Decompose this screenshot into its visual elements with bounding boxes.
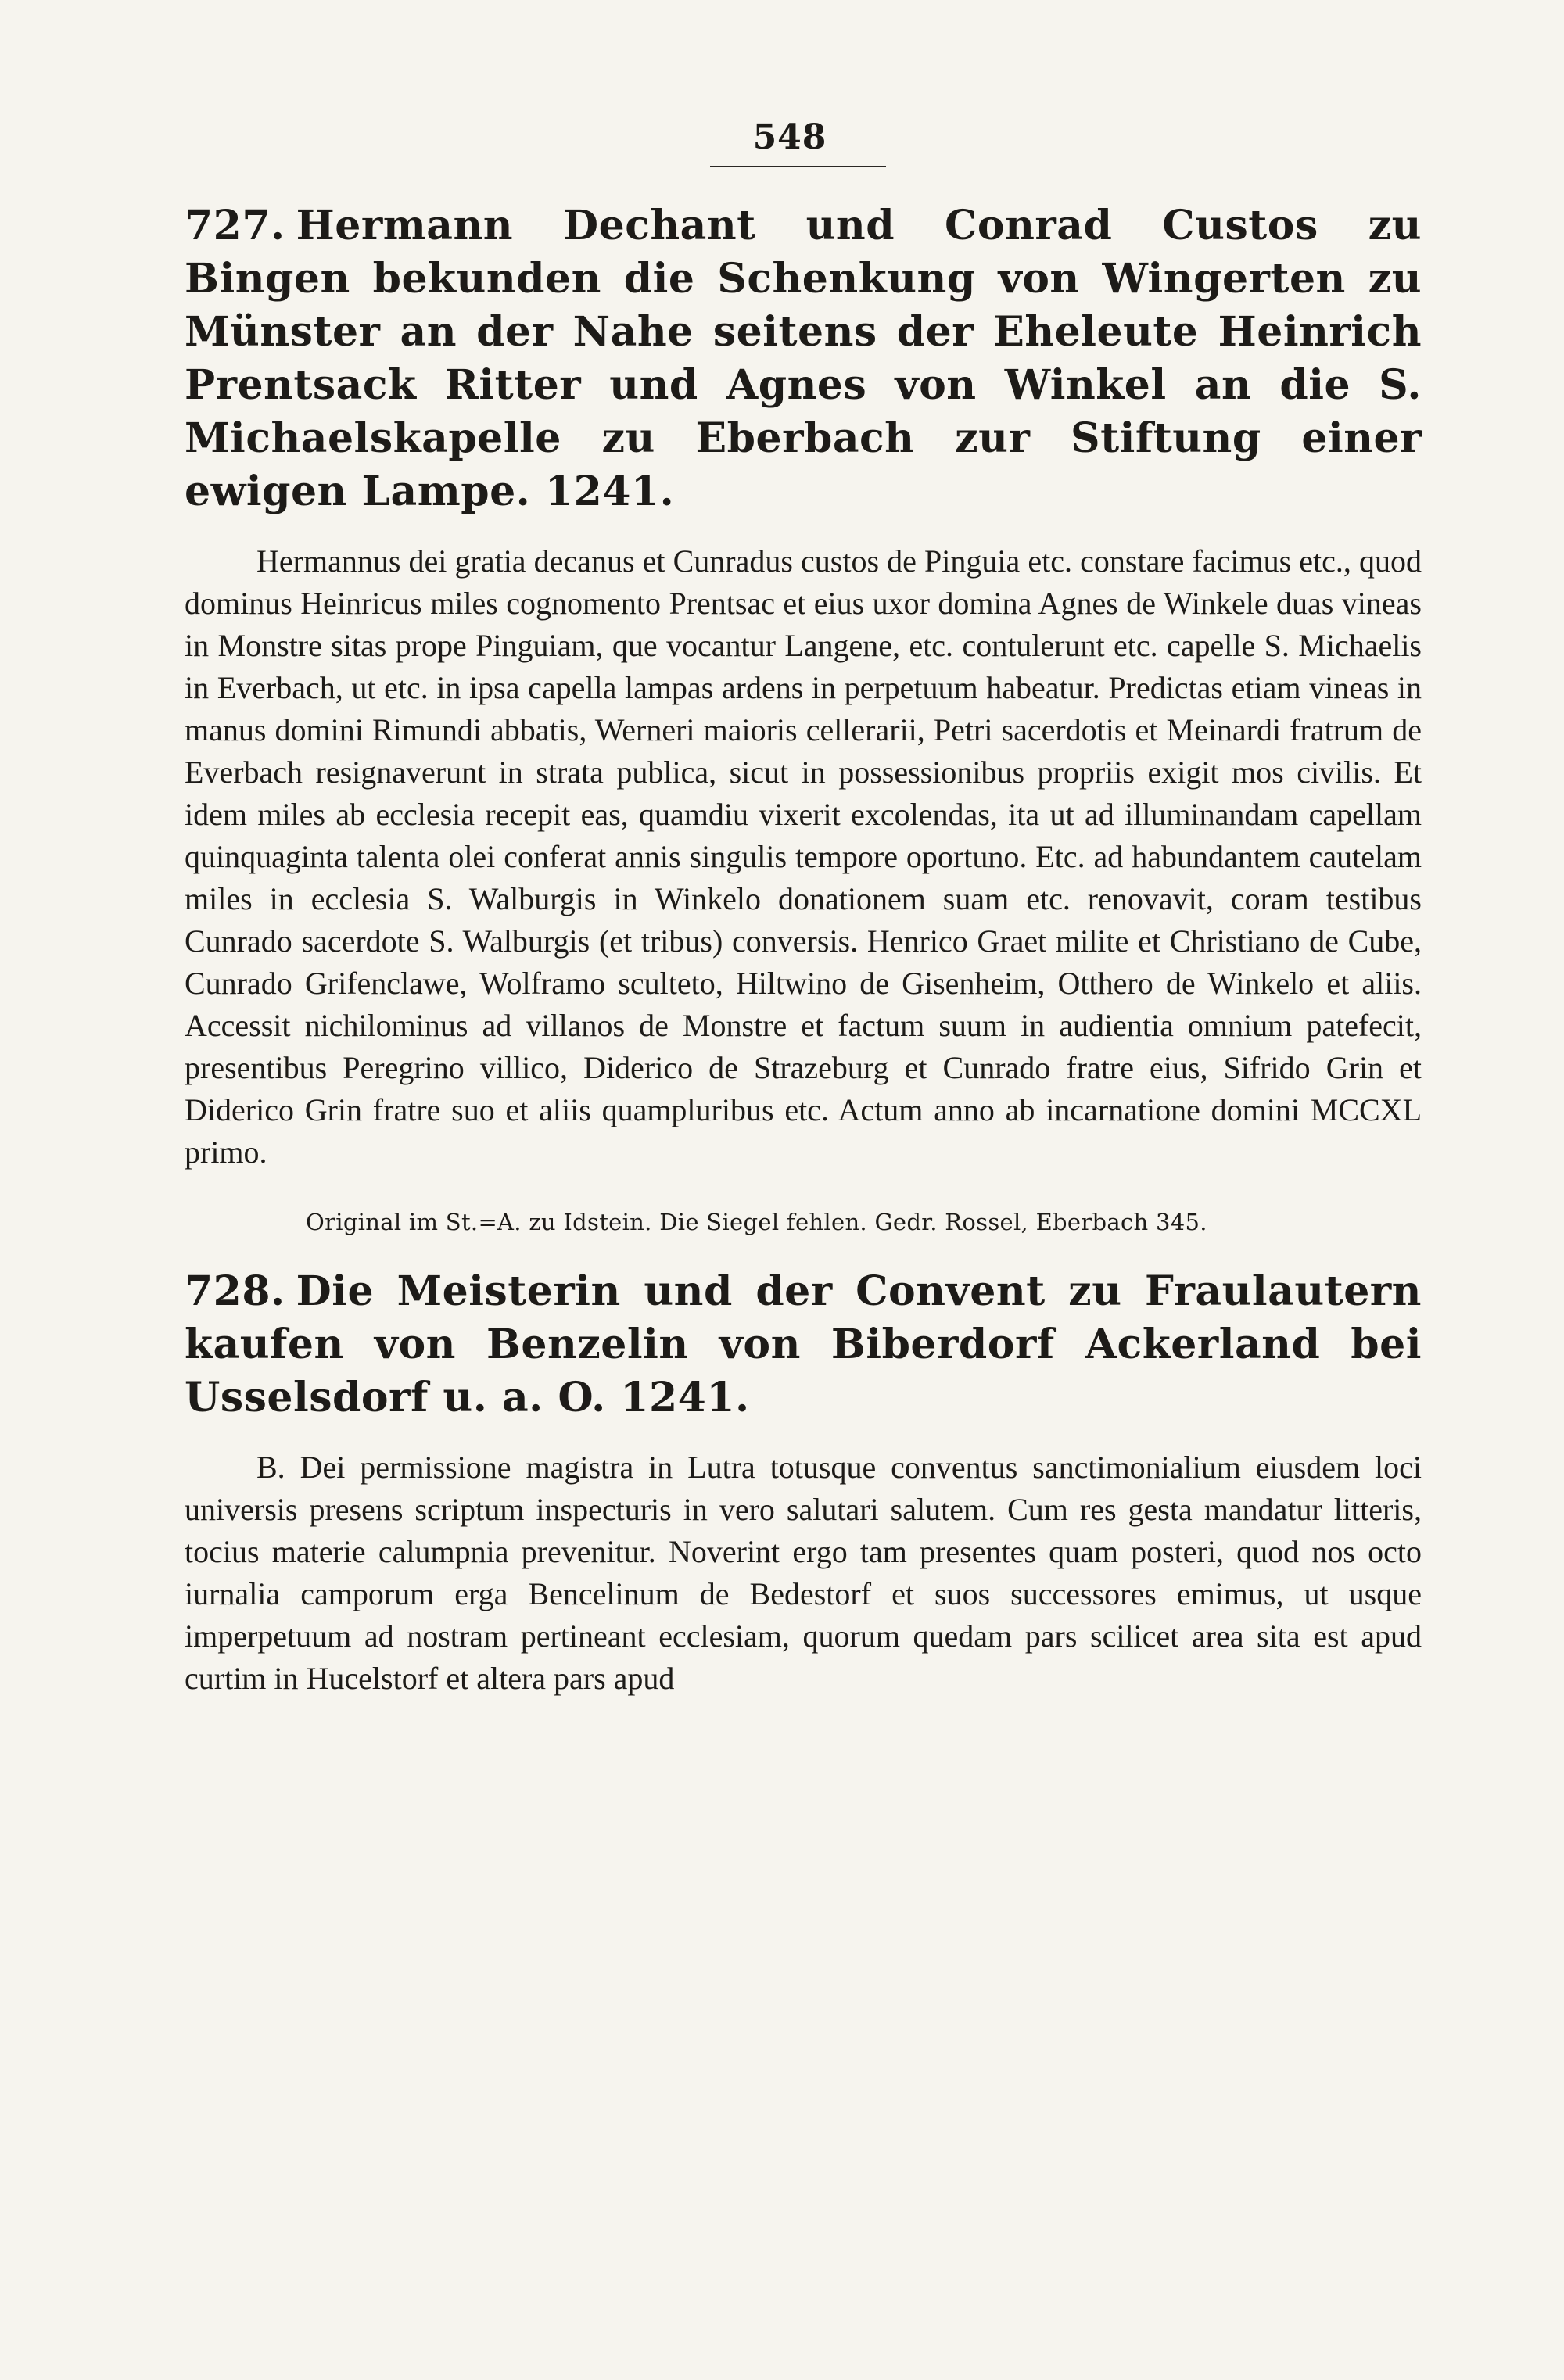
document-heading-text: Hermann Dechant und Conrad Custos zu Bingen bekunden die Schenkung von Wingerten zu Münster an der Nahe seitens der Eheleute Heinrich Prentsack Ritter und Agnes von Winkel an die S. Michaelskapelle zu Eberbach zur Stiftung einer ewigen Lampe. 1241. [185,202,1422,515]
document-entry-727 [185,199,1422,1238]
page-number-rule [710,166,886,167]
document-source-note: Original im St.=A. zu Idstein. Die Siegel fehlen. Gedr. Rossel, Eberbach 345. [306,1209,1207,1235]
document-heading [185,199,1422,518]
page-number: 548 [752,117,827,157]
document-number: 727. [185,202,285,249]
document-heading-text: Die Meisterin und der Convent zu Fraulautern kaufen von Benzelin von Biberdorf Ackerland bei Usselsdorf u. a. O. 1241. [185,1267,1422,1421]
document-latin-text: B. Dei permissione magistra in Lutra totusque conventus sanctimonialium eiusdem loci universis presens scriptum inspecturis in vero salutari salutem. Cum res gesta mandatur litteris, tocius materie calumpnia prevenitur. Noverint ergo tam presentes quam posteri, quod nos octo iurnalia camporum erga Bencelinum de Bedestorf et suos successores emimus, ut usque imperpetuum ad nostram pertineant ecclesiam, quorum quedam pars scilicet area sita est apud curtim in Hucelstorf et altera pars apud [185,1450,1422,1696]
document-latin-text: Hermannus dei gratia decanus et Cunradus custos de Pinguia etc. constare facimus etc., quod dominus Heinricus miles cognomento Prentsac et eius uxor domina Agnes de Winkele duas vineas in Monstre sitas prope Pinguiam, que vocantur Langene, etc. contulerunt etc. capelle S. Michaelis in Everbach, ut etc. in ipsa capella lampas ardens in perpetuum habeatur. Predictas etiam vineas in manus domini Rimundi abbatis, Werneri maioris cellerarii, Petri sacerdotis et Meinardi fratrum de Everbach resignaverunt in strata publica, sicut in possessionibus propriis exigit mos civilis. Et idem miles ab ecclesia recepit eas, quamdiu vixerit excolendas, ita ut ad illuminandam capellam quinquaginta talenta olei conferat annis singulis tempore oportuno. Etc. ad habundantem cautelam miles in ecclesia S. Walburgis in Winkelo donationem suam etc. renovavit, coram testibus Cunrado sacerdote S. Walburgis (et tribus) conversis. Henrico Graet milite et Christiano de Cube, Cunrado Grifenclawe, Wolframo sculteto, Hiltwino de Gisenheim, Otthero de Winkelo et aliis. Accessit nichilominus ad villanos de Monstre et factum suum in audientia omnium patefecit, presentibus Peregrino villico, Diderico de Strazeburg et Cunrado fratre eius, Sifrido Grin et Diderico Grin fratre suo et aliis quampluribus etc. Actum anno ab incarnatione domini MCCXL primo. [185,543,1422,1170]
document-number: 728. [185,1267,285,1315]
document-heading [185,1265,1422,1425]
document-entry-728 [185,1265,1422,1700]
